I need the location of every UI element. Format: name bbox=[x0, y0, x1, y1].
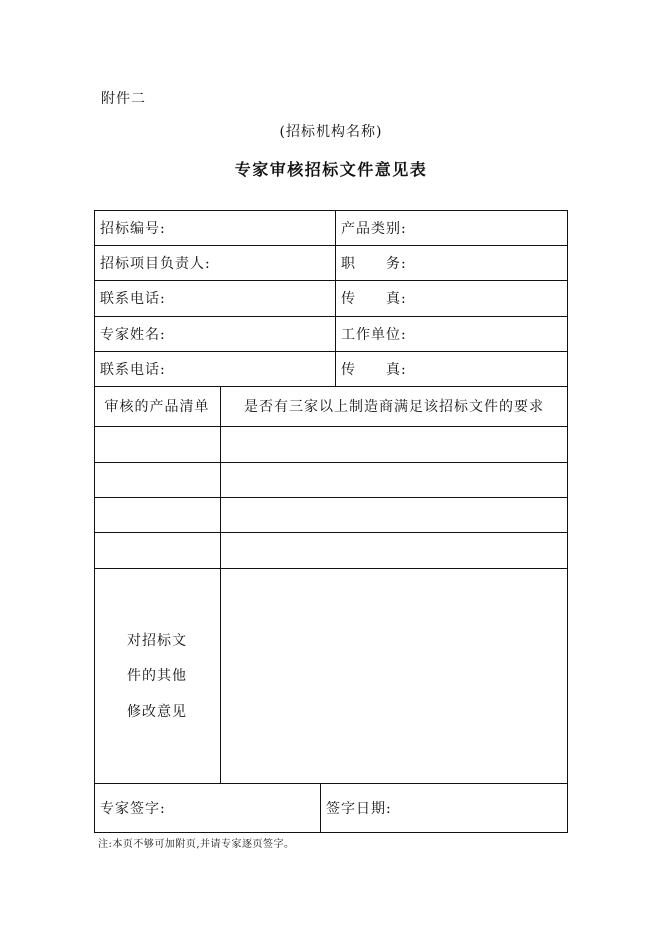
product-cell[interactable] bbox=[94, 497, 220, 532]
product-list-header: 审核的产品清单 bbox=[104, 399, 210, 415]
opinion-label-line: 修改意见 bbox=[127, 704, 187, 720]
attachment-label: 附件二 bbox=[101, 91, 146, 107]
sign-date-field[interactable]: 签字日期: bbox=[326, 800, 392, 817]
requirement-cell[interactable] bbox=[220, 532, 568, 568]
manufacturer-requirement-header: 是否有三家以上制造商满足该招标文件的要求 bbox=[244, 399, 544, 415]
product-cell[interactable] bbox=[94, 426, 220, 462]
fax-field[interactable]: 传 真: bbox=[341, 291, 407, 307]
bid-number-field[interactable]: 招标编号: bbox=[100, 220, 166, 237]
expert-phone-field[interactable]: 联系电话: bbox=[100, 361, 166, 378]
product-category-field[interactable]: 产品类别: bbox=[341, 220, 407, 237]
footer-note: 注:本页不够可加附页,并请专家逐页签字。 bbox=[98, 839, 295, 850]
requirement-cell[interactable] bbox=[220, 426, 568, 462]
expert-fax-field[interactable]: 传 真: bbox=[341, 361, 407, 378]
rule bbox=[94, 832, 568, 833]
agency-name: (招标机构名称) bbox=[279, 124, 383, 140]
opinion-text-area[interactable] bbox=[220, 568, 568, 783]
project-manager-field[interactable]: 招标项目负责人: bbox=[100, 255, 211, 272]
contact-phone-field[interactable]: 联系电话: bbox=[100, 291, 166, 307]
expert-name-field[interactable]: 专家姓名: bbox=[100, 326, 166, 343]
product-cell[interactable] bbox=[94, 462, 220, 497]
position-field[interactable]: 职 务: bbox=[341, 255, 407, 272]
opinion-form bbox=[94, 210, 568, 833]
product-cell[interactable] bbox=[94, 532, 220, 568]
opinion-label-line: 件的其他 bbox=[127, 668, 187, 684]
expert-signature-field[interactable]: 专家签字: bbox=[100, 800, 166, 817]
requirement-cell[interactable] bbox=[220, 462, 568, 497]
opinion-label-line: 对招标文 bbox=[127, 633, 187, 649]
work-unit-field[interactable]: 工作单位: bbox=[341, 326, 407, 343]
requirement-cell[interactable] bbox=[220, 497, 568, 532]
page-title: 专家审核招标文件意见表 bbox=[234, 160, 428, 179]
